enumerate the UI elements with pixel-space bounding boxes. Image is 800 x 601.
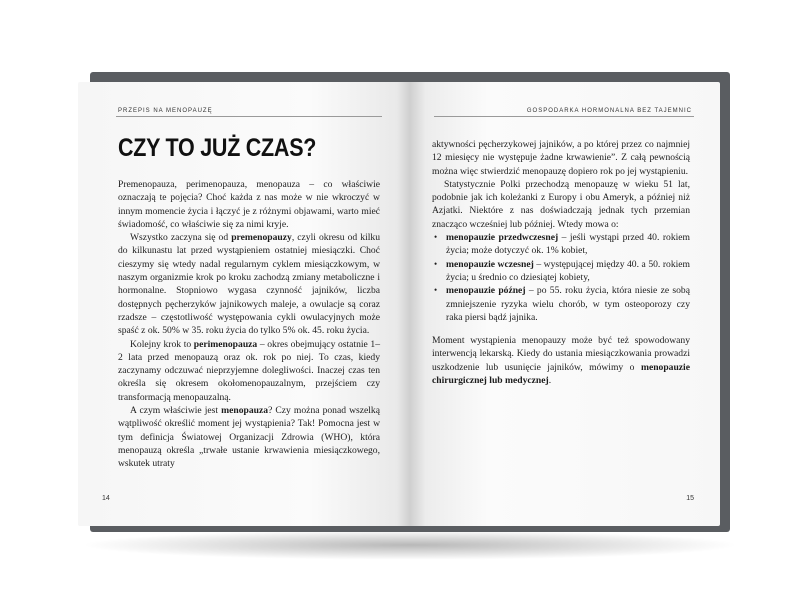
list-item: • menopauzie wczesnej – występującej między 40. a 50. rokiem życia; u średnio co dziesiątej kobiety, <box>434 258 691 283</box>
running-head-right: GOSPODARKA HORMONALNA BEZ TAJEMNIC <box>526 108 692 114</box>
paragraph: Premenopauza, perimenopauza, menopauza – co właściwie oznaczają te pojęcia? Choć każda z nas może w nie wkroczyć w innym momencie życia i łączyć je z różnymi objawami, warto mieć świadomość, co właściwie się za nimi kryje. <box>118 179 380 230</box>
right-body-text <box>432 138 690 387</box>
paragraph: aktywności pęcherzykowej jajników, a po której przez co najmniej 12 miesięcy nie występuje żadne krwawienie”. Z całą pewnością można więc stwierdzić menopauzę dopiero rok po jej wystąpieniu. <box>432 139 690 177</box>
paragraph: Moment wystąpienia menopauzy może być też spowodowany interwencją lekarską. Kiedy do ustania miesiączkowania prowadzi uszkodzenie lub usunięcie jajników, mówimy o menopauzie chirurgicznej lub medycznej. <box>432 335 690 387</box>
paragraph: Wszystko zaczyna się od premenopauzy, czyli okresu od kilku do kilkunastu lat przed wystąpieniem ostatniej miesiączki. Choć cieszymy się wtedy nadal regularnym cyklem miesiączkowym, w naszym organizmie krok po kroku zachodzą zmiany metaboliczne i hormonalne. Stopniowo wygasa czynność jajników, liczba dostępnych pęcherzyków jajnikowych maleje, a owulacje są coraz rzadsze – częstotliwość występowania cykli owulacyjnych może spaść z ok. 50% w 35. roku życia do tylko 5% ok. 45. roku życia. <box>118 232 380 337</box>
term-menopauza: menopauza <box>221 405 269 417</box>
term-menopauza-chirurgiczna: menopauzie chirurgicznej lub medycznej <box>432 361 690 387</box>
left-body-text <box>118 178 380 471</box>
right-page <box>410 82 720 526</box>
term-perimenopauza: perimenopauza <box>193 338 258 350</box>
term-premenopauza: premenopauzy <box>231 232 292 244</box>
book-shadow <box>80 530 740 560</box>
paragraph: Statystycznie Polki przechodzą menopauzę w wieku 51 lat, podobnie jak ich koleżanki z Europy i obu Ameryk, a później niż Azjatki. Niektóre z nas doświadczają jednak tych przemian znacząco wcześniej lub później. Wtedy mowa o: <box>432 178 690 230</box>
bullet-icon: • <box>434 232 438 243</box>
running-head-left: PRZEPIS NA MENOPAUZĘ <box>118 108 213 114</box>
list-item: • menopauzie późnej – po 55. roku życia, która niesie ze sobą zmniejszenie ryzyka wielu chorób, w tym osteoporozy czy raka piersi bądź jajnika. <box>434 285 690 323</box>
paragraph: A czym właściwie jest menopauza? Czy można ponad wszelką wątpliwość określić moment jej wystąpienia? Tak! Pomocna jest w tym definicja Światowej Organizacji Zdrowia (WHO), która menopauzą określa „trwałe ustanie krwawienia miesiączkowego, wskutek utraty <box>118 405 380 470</box>
paragraph: Kolejny krok to perimenopauza – okres obejmujący ostatnie 1–2 lata przed menopauzą oraz ok. rok po niej. To czas, kiedy zaczynamy odczuwać nieprzyjemne dolegliwości. Inaczej czas ten określa się okresem okołomenopauzalnym, przejściem czy transformacją menopauzalną. <box>118 338 381 403</box>
menopause-types-list <box>432 231 690 324</box>
page-number-right: 15 <box>686 495 694 502</box>
left-page <box>78 82 410 526</box>
bullet-icon: • <box>434 258 438 269</box>
header-rule-right <box>434 116 694 117</box>
chapter-title: CZY TO JUŻ CZAS? <box>118 134 317 162</box>
page-number-left: 14 <box>102 495 110 502</box>
bullet-icon: • <box>434 285 438 296</box>
list-item: • menopauzie przedwczesnej – jeśli wystąpi przed 40. rokiem życia; może dotyczyć ok. 1% kobiet, <box>434 232 690 257</box>
header-rule-left <box>116 116 382 117</box>
